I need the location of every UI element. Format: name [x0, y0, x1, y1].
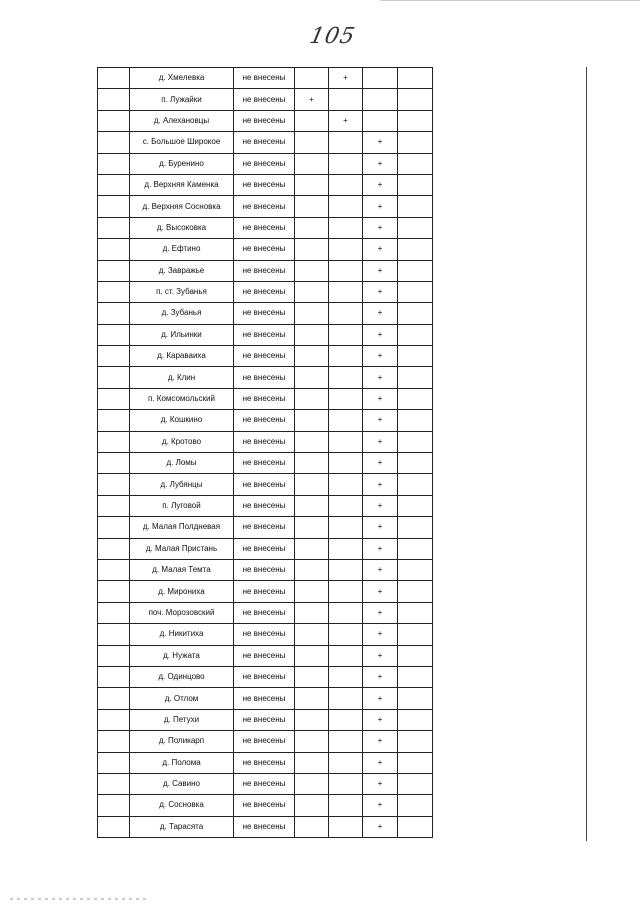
table-row [98, 346, 433, 367]
mark-cell-3: + [363, 538, 398, 559]
settlement-name-cell: д. Верхняя Каменка [130, 174, 234, 195]
row-number-cell [98, 196, 130, 217]
mark-cell-3: + [363, 367, 398, 388]
mark-cell-4 [398, 795, 433, 816]
settlement-name-cell: д. Алехановцы [130, 110, 234, 131]
settlement-name-cell: д. Высоковка [130, 217, 234, 238]
mark-cell-2 [329, 324, 363, 345]
mark-cell-3: + [363, 303, 398, 324]
mark-cell-1 [295, 645, 329, 666]
mark-cell-2 [329, 752, 363, 773]
mark-cell-2 [329, 453, 363, 474]
mark-cell-2 [329, 816, 363, 837]
mark-cell-3: + [363, 474, 398, 495]
table-row [98, 388, 433, 409]
table-row [98, 795, 433, 816]
row-number-cell [98, 303, 130, 324]
mark-cell-4 [398, 367, 433, 388]
row-number-cell [98, 217, 130, 238]
row-number-cell [98, 474, 130, 495]
mark-cell-4 [398, 68, 433, 89]
row-number-cell [98, 688, 130, 709]
mark-cell-1 [295, 581, 329, 602]
row-number-cell [98, 773, 130, 794]
mark-cell-2 [329, 666, 363, 687]
mark-cell-3: + [363, 645, 398, 666]
mark-cell-4 [398, 474, 433, 495]
row-number-cell [98, 388, 130, 409]
status-cell: не внесены [234, 624, 295, 645]
mark-cell-1 [295, 688, 329, 709]
scan-edge-line [380, 0, 640, 1]
mark-cell-1 [295, 474, 329, 495]
mark-cell-1 [295, 431, 329, 452]
settlement-name-cell: п. Комсомольский [130, 388, 234, 409]
mark-cell-2 [329, 239, 363, 260]
mark-cell-2 [329, 388, 363, 409]
settlement-name-cell: п. Луговой [130, 495, 234, 516]
mark-cell-3: + [363, 453, 398, 474]
status-cell: не внесены [234, 89, 295, 110]
table-row [98, 303, 433, 324]
table-row [98, 752, 433, 773]
row-number-cell [98, 174, 130, 195]
status-cell: не внесены [234, 196, 295, 217]
settlement-name-cell: д. Буренино [130, 153, 234, 174]
mark-cell-2 [329, 517, 363, 538]
mark-cell-2 [329, 645, 363, 666]
row-number-cell [98, 153, 130, 174]
mark-cell-1 [295, 303, 329, 324]
mark-cell-3: + [363, 816, 398, 837]
mark-cell-4 [398, 324, 433, 345]
settlement-name-cell: д. Малая Темта [130, 559, 234, 580]
row-number-cell [98, 752, 130, 773]
status-cell: не внесены [234, 602, 295, 623]
row-number-cell [98, 709, 130, 730]
table-row [98, 517, 433, 538]
mark-cell-4 [398, 816, 433, 837]
mark-cell-4 [398, 453, 433, 474]
mark-cell-1 [295, 324, 329, 345]
settlement-name-cell: д. Караваиха [130, 346, 234, 367]
mark-cell-1 [295, 388, 329, 409]
status-cell: не внесены [234, 666, 295, 687]
row-number-cell [98, 367, 130, 388]
mark-cell-2 [329, 217, 363, 238]
settlement-name-cell: д. Зубанья [130, 303, 234, 324]
row-number-cell [98, 431, 130, 452]
row-number-cell [98, 324, 130, 345]
settlement-name-cell: д. Малая Полдневая [130, 517, 234, 538]
mark-cell-1 [295, 68, 329, 89]
table-row [98, 495, 433, 516]
mark-cell-3: + [363, 260, 398, 281]
status-cell: не внесены [234, 752, 295, 773]
table-row [98, 68, 433, 89]
mark-cell-4 [398, 239, 433, 260]
mark-cell-2 [329, 538, 363, 559]
status-cell: не внесены [234, 581, 295, 602]
mark-cell-3: + [363, 174, 398, 195]
mark-cell-2 [329, 709, 363, 730]
mark-cell-2 [329, 431, 363, 452]
mark-cell-3: + [363, 666, 398, 687]
mark-cell-1 [295, 217, 329, 238]
table-row [98, 688, 433, 709]
status-cell: не внесены [234, 132, 295, 153]
table-row [98, 153, 433, 174]
mark-cell-1 [295, 752, 329, 773]
mark-cell-3 [363, 89, 398, 110]
mark-cell-2 [329, 474, 363, 495]
mark-cell-1 [295, 709, 329, 730]
table-row [98, 453, 433, 474]
mark-cell-1 [295, 153, 329, 174]
status-cell: не внесены [234, 795, 295, 816]
mark-cell-4 [398, 89, 433, 110]
settlement-name-cell: д. Кошкино [130, 410, 234, 431]
status-cell: не внесены [234, 153, 295, 174]
mark-cell-3: + [363, 773, 398, 794]
status-cell: не внесены [234, 431, 295, 452]
settlement-name-cell: д. Хмелевка [130, 68, 234, 89]
settlements-table [97, 67, 433, 838]
table-row [98, 89, 433, 110]
mark-cell-1 [295, 816, 329, 837]
row-number-cell [98, 538, 130, 559]
mark-cell-1 [295, 367, 329, 388]
mark-cell-1 [295, 174, 329, 195]
table-row [98, 196, 433, 217]
mark-cell-3: + [363, 196, 398, 217]
mark-cell-1 [295, 795, 329, 816]
table-row [98, 132, 433, 153]
mark-cell-4 [398, 624, 433, 645]
mark-cell-4 [398, 559, 433, 580]
row-number-cell [98, 581, 130, 602]
mark-cell-2 [329, 688, 363, 709]
mark-cell-3: + [363, 624, 398, 645]
table-row [98, 709, 433, 730]
settlement-name-cell: п. ст. Зубанья [130, 281, 234, 302]
mark-cell-2 [329, 303, 363, 324]
row-number-cell [98, 517, 130, 538]
settlement-name-cell: п. Лужайки [130, 89, 234, 110]
row-number-cell [98, 624, 130, 645]
mark-cell-3: + [363, 709, 398, 730]
mark-cell-4 [398, 752, 433, 773]
mark-cell-1 [295, 495, 329, 516]
status-cell: не внесены [234, 474, 295, 495]
mark-cell-3: + [363, 410, 398, 431]
mark-cell-1 [295, 281, 329, 302]
status-cell: не внесены [234, 538, 295, 559]
mark-cell-2: + [329, 68, 363, 89]
settlement-name-cell: д. Лубянцы [130, 474, 234, 495]
mark-cell-1 [295, 773, 329, 794]
mark-cell-4 [398, 132, 433, 153]
status-cell: не внесены [234, 773, 295, 794]
table-row [98, 474, 433, 495]
table-row [98, 367, 433, 388]
settlement-name-cell: д. Савино [130, 773, 234, 794]
mark-cell-4 [398, 517, 433, 538]
row-number-cell [98, 666, 130, 687]
table-row [98, 410, 433, 431]
mark-cell-4 [398, 153, 433, 174]
settlement-name-cell: д. Ломы [130, 453, 234, 474]
table-row [98, 174, 433, 195]
mark-cell-3: + [363, 431, 398, 452]
status-cell: не внесены [234, 68, 295, 89]
mark-cell-3: + [363, 153, 398, 174]
mark-cell-2 [329, 495, 363, 516]
status-cell: не внесены [234, 709, 295, 730]
mark-cell-4 [398, 260, 433, 281]
mark-cell-1 [295, 559, 329, 580]
status-cell: не внесены [234, 495, 295, 516]
status-cell: не внесены [234, 453, 295, 474]
mark-cell-4 [398, 281, 433, 302]
table-row [98, 773, 433, 794]
table-row [98, 217, 433, 238]
table-row [98, 731, 433, 752]
mark-cell-3: + [363, 688, 398, 709]
table-row [98, 281, 433, 302]
mark-cell-2 [329, 260, 363, 281]
table-body [98, 68, 433, 838]
status-cell: не внесены [234, 645, 295, 666]
status-cell: не внесены [234, 260, 295, 281]
mark-cell-2 [329, 89, 363, 110]
settlement-name-cell: с. Большое Широкое [130, 132, 234, 153]
table-row [98, 110, 433, 131]
status-cell: не внесены [234, 367, 295, 388]
status-cell: не внесены [234, 324, 295, 345]
settlement-name-cell: д. Поликарп [130, 731, 234, 752]
mark-cell-4 [398, 773, 433, 794]
status-cell: не внесены [234, 388, 295, 409]
settlement-name-cell: д. Завражье [130, 260, 234, 281]
table-row [98, 538, 433, 559]
table-row [98, 816, 433, 837]
table-row [98, 602, 433, 623]
mark-cell-1 [295, 239, 329, 260]
mark-cell-1 [295, 346, 329, 367]
settlement-name-cell: д. Нужата [130, 645, 234, 666]
mark-cell-4 [398, 731, 433, 752]
mark-cell-3: + [363, 795, 398, 816]
settlement-name-cell: д. Полома [130, 752, 234, 773]
mark-cell-1 [295, 196, 329, 217]
mark-cell-3: + [363, 581, 398, 602]
settlement-name-cell: д. Отлом [130, 688, 234, 709]
row-number-cell [98, 495, 130, 516]
mark-cell-2 [329, 367, 363, 388]
settlement-name-cell: д. Одинцово [130, 666, 234, 687]
mark-cell-3: + [363, 559, 398, 580]
mark-cell-4 [398, 410, 433, 431]
mark-cell-1 [295, 410, 329, 431]
mark-cell-3: + [363, 239, 398, 260]
mark-cell-1 [295, 453, 329, 474]
settlement-name-cell: д. Малая Пристань [130, 538, 234, 559]
status-cell: не внесены [234, 281, 295, 302]
mark-cell-2 [329, 281, 363, 302]
mark-cell-2 [329, 153, 363, 174]
mark-cell-1: + [295, 89, 329, 110]
mark-cell-3: + [363, 132, 398, 153]
mark-cell-1 [295, 538, 329, 559]
status-cell: не внесены [234, 688, 295, 709]
row-number-cell [98, 260, 130, 281]
mark-cell-1 [295, 602, 329, 623]
mark-cell-2 [329, 624, 363, 645]
row-number-cell [98, 239, 130, 260]
mark-cell-4 [398, 581, 433, 602]
status-cell: не внесены [234, 559, 295, 580]
mark-cell-4 [398, 538, 433, 559]
mark-cell-4 [398, 709, 433, 730]
mark-cell-1 [295, 517, 329, 538]
status-cell: не внесены [234, 816, 295, 837]
mark-cell-2 [329, 196, 363, 217]
scan-noise [10, 898, 150, 900]
table-row [98, 324, 433, 345]
mark-cell-1 [295, 132, 329, 153]
row-number-cell [98, 281, 130, 302]
mark-cell-1 [295, 260, 329, 281]
settlement-name-cell: д. Клин [130, 367, 234, 388]
mark-cell-3 [363, 68, 398, 89]
mark-cell-4 [398, 666, 433, 687]
mark-cell-4 [398, 196, 433, 217]
table-row [98, 624, 433, 645]
table-row [98, 666, 433, 687]
mark-cell-1 [295, 731, 329, 752]
mark-cell-4 [398, 688, 433, 709]
settlement-name-cell: д. Мирониха [130, 581, 234, 602]
mark-cell-4 [398, 303, 433, 324]
mark-cell-4 [398, 388, 433, 409]
status-cell: не внесены [234, 410, 295, 431]
mark-cell-2 [329, 132, 363, 153]
table-row [98, 559, 433, 580]
mark-cell-4 [398, 110, 433, 131]
mark-cell-2: + [329, 110, 363, 131]
mark-cell-3 [363, 110, 398, 131]
mark-cell-3: + [363, 517, 398, 538]
table-row [98, 239, 433, 260]
mark-cell-2 [329, 581, 363, 602]
row-number-cell [98, 816, 130, 837]
mark-cell-2 [329, 773, 363, 794]
settlement-name-cell: поч. Морозовский [130, 602, 234, 623]
mark-cell-3: + [363, 602, 398, 623]
mark-cell-2 [329, 795, 363, 816]
mark-cell-2 [329, 174, 363, 195]
settlement-name-cell: д. Ефтино [130, 239, 234, 260]
mark-cell-2 [329, 731, 363, 752]
mark-cell-3: + [363, 388, 398, 409]
mark-cell-1 [295, 110, 329, 131]
status-cell: не внесены [234, 217, 295, 238]
mark-cell-1 [295, 666, 329, 687]
mark-cell-4 [398, 645, 433, 666]
mark-cell-3: + [363, 281, 398, 302]
settlement-name-cell: д. Петухи [130, 709, 234, 730]
row-number-cell [98, 795, 130, 816]
mark-cell-3: + [363, 346, 398, 367]
settlement-name-cell: д. Кротово [130, 431, 234, 452]
mark-cell-1 [295, 624, 329, 645]
status-cell: не внесены [234, 303, 295, 324]
status-cell: не внесены [234, 110, 295, 131]
row-number-cell [98, 346, 130, 367]
row-number-cell [98, 559, 130, 580]
mark-cell-3: + [363, 752, 398, 773]
row-number-cell [98, 602, 130, 623]
status-cell: не внесены [234, 174, 295, 195]
row-number-cell [98, 645, 130, 666]
settlement-name-cell: д. Верхняя Сосновка [130, 196, 234, 217]
mark-cell-4 [398, 217, 433, 238]
mark-cell-2 [329, 602, 363, 623]
row-number-cell [98, 89, 130, 110]
table-row [98, 431, 433, 452]
status-cell: не внесены [234, 239, 295, 260]
mark-cell-3: + [363, 324, 398, 345]
mark-cell-3: + [363, 731, 398, 752]
right-margin-line [586, 67, 587, 841]
mark-cell-4 [398, 495, 433, 516]
settlement-name-cell: д. Сосновка [130, 795, 234, 816]
status-cell: не внесены [234, 517, 295, 538]
row-number-cell [98, 68, 130, 89]
page-number: 105 [307, 24, 358, 49]
mark-cell-3: + [363, 217, 398, 238]
table-row [98, 260, 433, 281]
row-number-cell [98, 132, 130, 153]
mark-cell-3: + [363, 495, 398, 516]
row-number-cell [98, 731, 130, 752]
row-number-cell [98, 453, 130, 474]
mark-cell-4 [398, 346, 433, 367]
mark-cell-4 [398, 174, 433, 195]
mark-cell-4 [398, 431, 433, 452]
row-number-cell [98, 410, 130, 431]
table-row [98, 645, 433, 666]
mark-cell-2 [329, 346, 363, 367]
mark-cell-2 [329, 410, 363, 431]
settlement-name-cell: д. Ильинки [130, 324, 234, 345]
settlement-name-cell: д. Тарасята [130, 816, 234, 837]
table-row [98, 581, 433, 602]
status-cell: не внесены [234, 346, 295, 367]
row-number-cell [98, 110, 130, 131]
status-cell: не внесены [234, 731, 295, 752]
settlement-name-cell: д. Никитиха [130, 624, 234, 645]
mark-cell-2 [329, 559, 363, 580]
mark-cell-4 [398, 602, 433, 623]
